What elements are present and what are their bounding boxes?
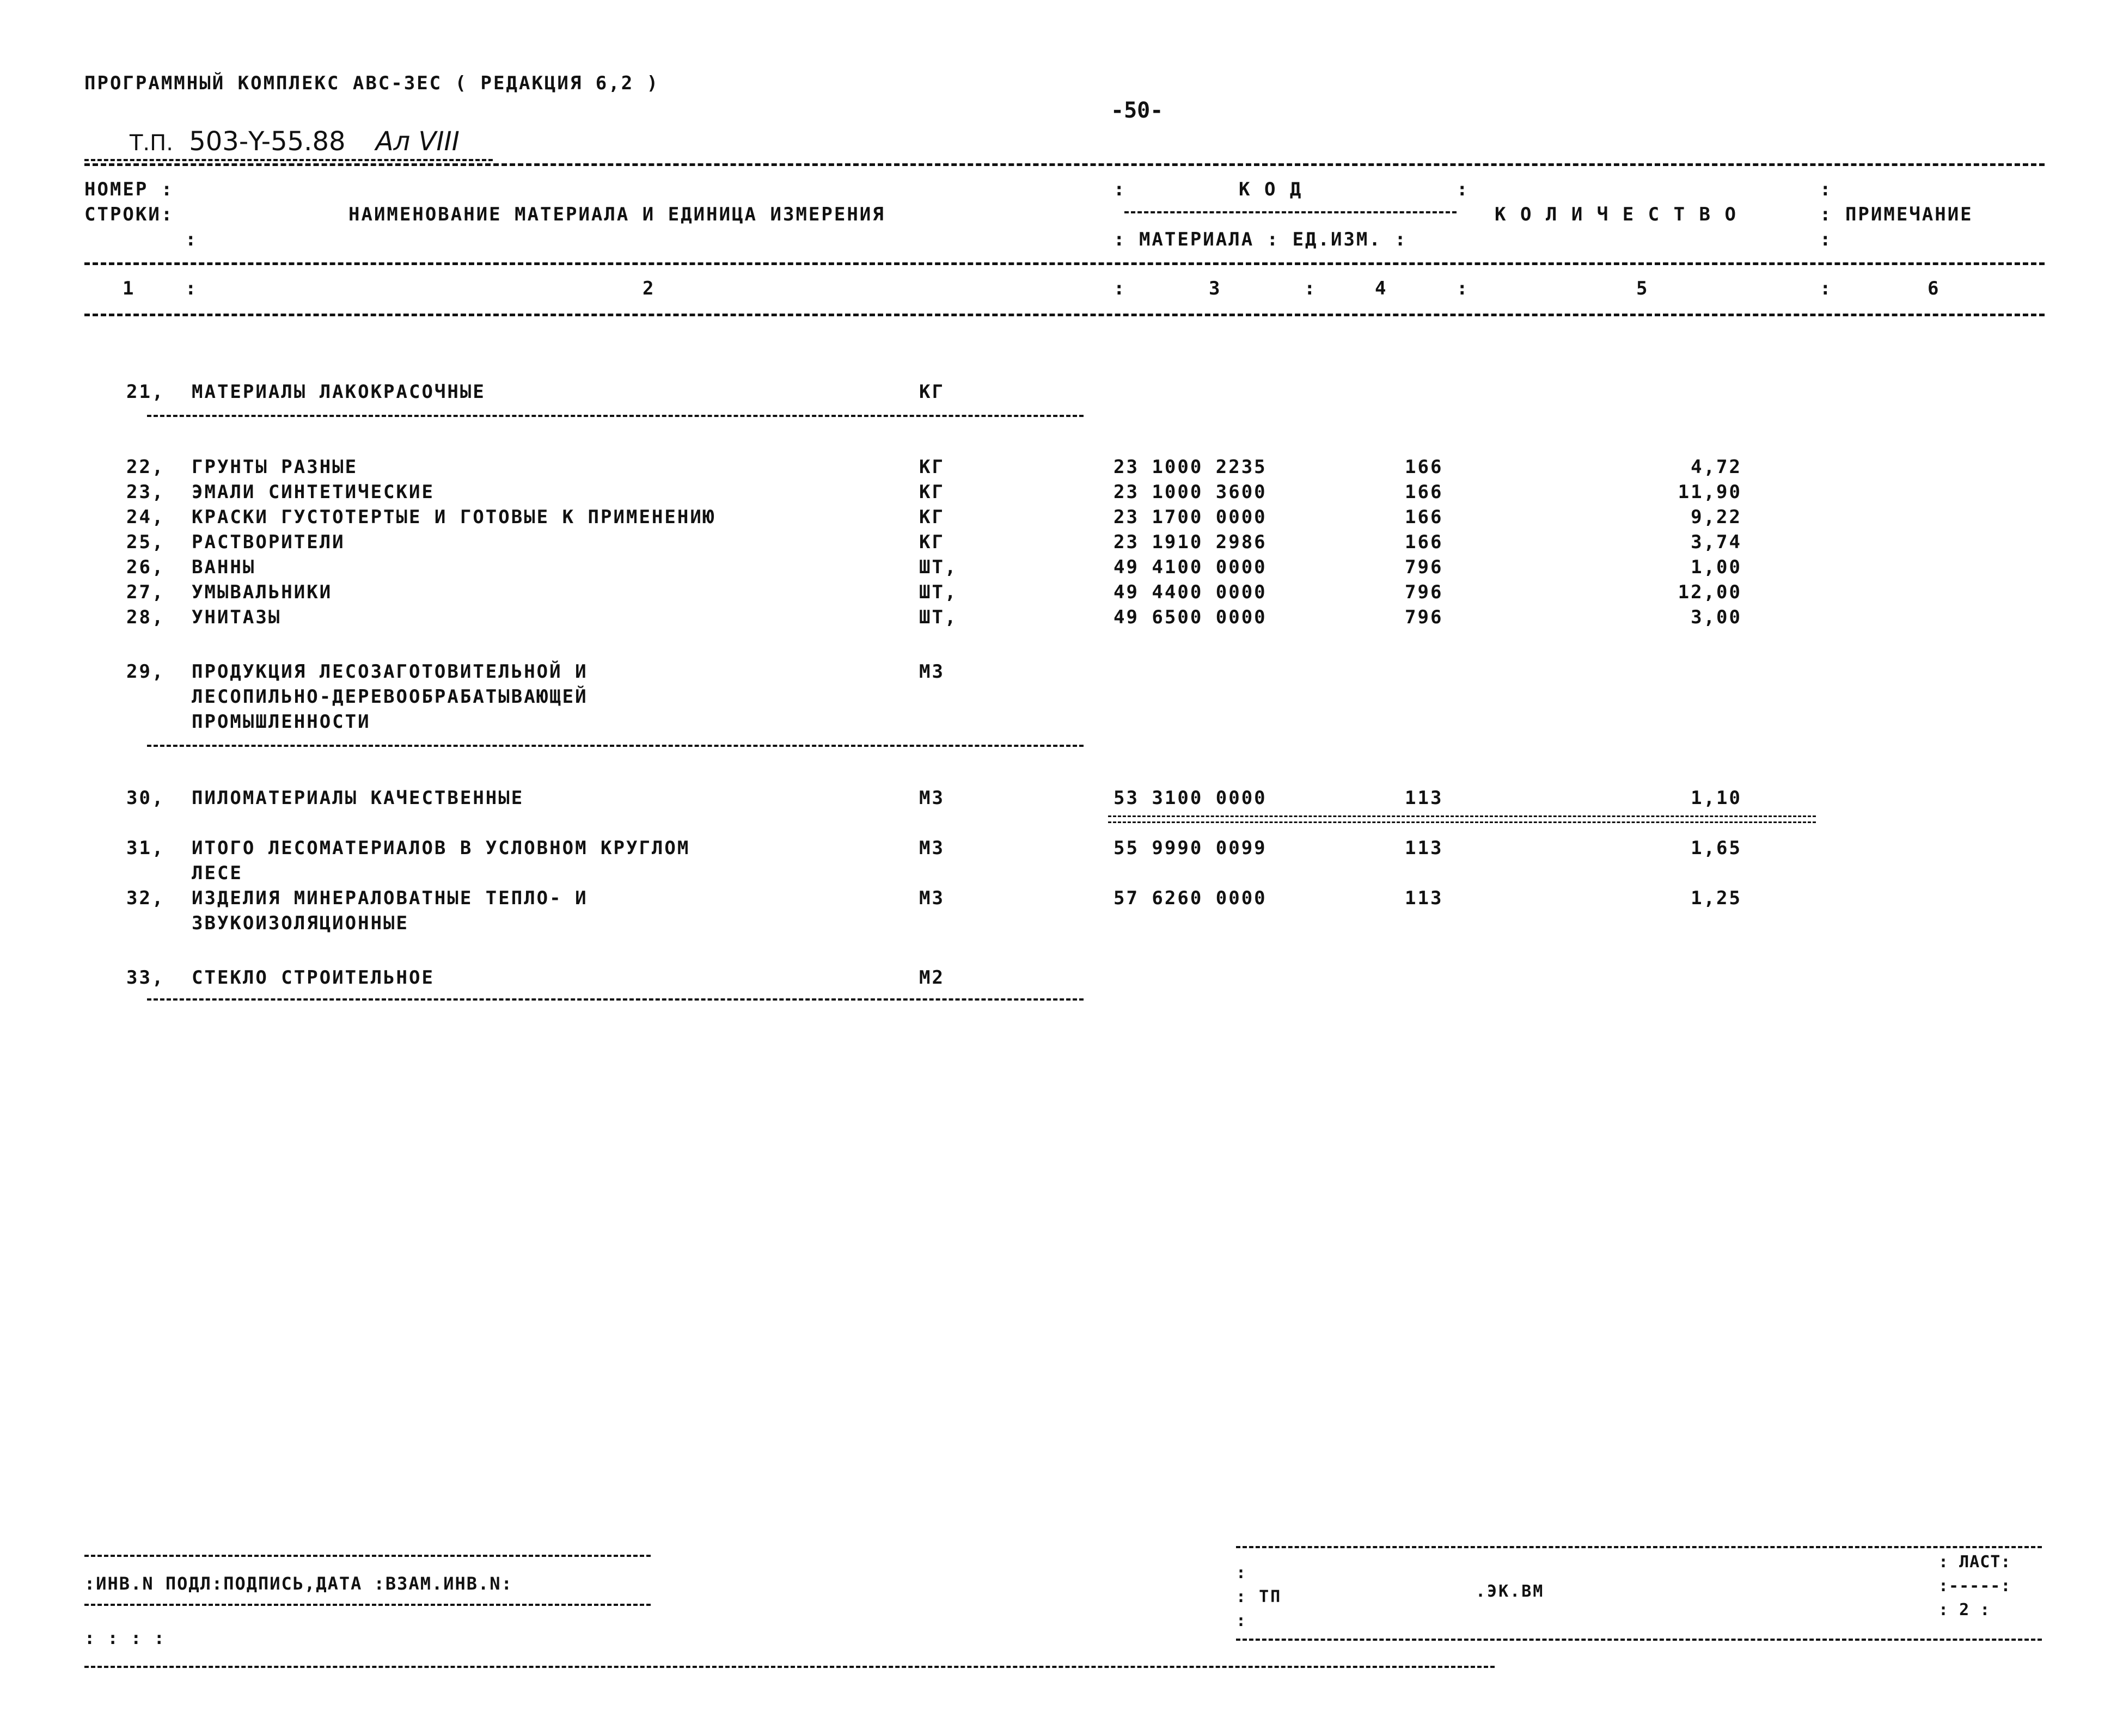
table-row [0, 787, 2123, 812]
row-material-code: 23 1910 2986 [1113, 531, 1267, 553]
row-name-line2: ЛЕСОПИЛЬНО-ДЕРЕВООБРАБАТЫВАЮЩЕЙ [192, 686, 588, 708]
table-row [0, 381, 2123, 406]
header-bottom-rule [84, 314, 2045, 316]
header-top-rule [84, 163, 2045, 166]
row-name: РАСТВОРИТЕЛИ [192, 531, 345, 553]
row-name-line2: ЛЕСЕ [192, 862, 243, 884]
row-material-code: 23 1000 2235 [1113, 456, 1267, 478]
row-quantity: 1,00 [1691, 556, 1742, 578]
row-unit-code: 796 [1405, 606, 1443, 628]
code-group-sep-right: : [1457, 179, 1470, 200]
row-number: 31, [126, 837, 165, 859]
col-number-sep-1: : [185, 278, 198, 299]
row-quantity: 3,74 [1691, 531, 1742, 553]
stamp-header: :ИНВ.N ПОДЛ:ПОДПИСЬ,ДАТА :ВЗАМ.ИНВ.N: [84, 1573, 513, 1594]
titleblock-colon-top: : [1236, 1563, 1248, 1582]
col-number-5: 5 [1636, 278, 1649, 299]
stamp-blank-row: : : : : [84, 1628, 166, 1648]
row-unit: М3 [919, 787, 945, 809]
col-number-3: 3 [1209, 278, 1222, 299]
row-name: ВАННЫ [192, 556, 256, 578]
row-unit: ШТ, [919, 606, 958, 628]
row-number: 22, [126, 456, 165, 478]
code-sub-label: : МАТЕРИАЛА : ЕД.ИЗМ. : [1113, 229, 1408, 250]
row-quantity: 1,10 [1691, 787, 1742, 809]
row-unit-code: 113 [1405, 887, 1443, 909]
sheet-separator: :-----: [1938, 1576, 2011, 1596]
row-name: ПРОДУКЦИЯ ЛЕСОЗАГОТОВИТЕЛЬНОЙ И [192, 661, 588, 683]
row-unit: КГ [919, 531, 945, 553]
sheet-label: : ЛАСТ: [1938, 1553, 2011, 1572]
row-unit: КГ [919, 481, 945, 503]
row-quantity: 12,00 [1678, 581, 1742, 603]
col-number-sep-5: : [1820, 278, 1833, 299]
qty-label: К О Л И Ч Е С Т В О [1495, 204, 1737, 225]
row-number: 33, [126, 967, 165, 989]
row-material-code: 53 3100 0000 [1113, 787, 1267, 809]
table-row [0, 456, 2123, 481]
row-name: УМЫВАЛЬНИКИ [192, 581, 333, 603]
row-name: ИЗДЕЛИЯ МИНЕРАЛОВАТНЫЕ ТЕПЛО- И [192, 887, 588, 909]
col-number-6: 6 [1928, 278, 1941, 299]
row-unit: КГ [919, 381, 945, 403]
row-name-line2: ЗВУКОИЗОЛЯЦИОННЫЕ [192, 912, 409, 934]
row-unit: ШТ, [919, 581, 958, 603]
row-unit-code: 166 [1405, 506, 1443, 528]
row-name: ИТОГО ЛЕСОМАТЕРИАЛОВ В УСЛОВНОМ КРУГЛОМ [192, 837, 690, 859]
col1-label-line2: СТРОКИ: [84, 204, 174, 225]
table-row [0, 837, 2123, 862]
row-quantity: 9,22 [1691, 506, 1742, 528]
sheet-number: : 2 : [1938, 1600, 1991, 1620]
row-quantity: 3,00 [1691, 606, 1742, 628]
table-row [0, 661, 2123, 686]
row-number: 23, [126, 481, 165, 503]
row-name: СТЕКЛО СТРОИТЕЛЬНОЕ [192, 967, 435, 989]
col1-label-sep: : [185, 229, 198, 250]
table-row [0, 531, 2123, 556]
row-unit-code: 796 [1405, 581, 1443, 603]
row-unit-code: 166 [1405, 456, 1443, 478]
project-designation [130, 126, 460, 157]
table-row [0, 887, 2123, 912]
row-name: УНИТАЗЫ [192, 606, 282, 628]
row-number: 25, [126, 531, 165, 553]
row-number: 26, [126, 556, 165, 578]
row-quantity: 1,25 [1691, 887, 1742, 909]
row-unit: ШТ, [919, 556, 958, 578]
col-number-sep-4: : [1457, 278, 1470, 299]
row-number: 21, [126, 381, 165, 403]
row-unit-code: 166 [1405, 481, 1443, 503]
titleblock-top-rule [1236, 1546, 2042, 1548]
row-name: ЭМАЛИ СИНТЕТИЧЕСКИЕ [192, 481, 435, 503]
row-unit: М3 [919, 887, 945, 909]
table-row [0, 967, 2123, 992]
col-number-4: 4 [1375, 278, 1388, 299]
col-number-sep-2: : [1113, 278, 1127, 299]
row-unit-code: 166 [1405, 531, 1443, 553]
group-rule [147, 415, 1084, 417]
group-rule [147, 998, 1084, 1001]
table-row [0, 556, 2123, 581]
table-row [0, 481, 2123, 506]
row-number: 30, [126, 787, 165, 809]
table-row [0, 581, 2123, 606]
row-name-line3: ПРОМЫШЛЕННОСТИ [192, 711, 371, 733]
row-material-code: 49 6500 0000 [1113, 606, 1267, 628]
col-number-sep-3: : [1304, 278, 1317, 299]
tp-label: : ТП [1236, 1587, 1282, 1606]
row-material-code: 23 1700 0000 [1113, 506, 1267, 528]
project-underline [84, 159, 493, 161]
note-label: : ПРИМЕЧАНИЕ [1820, 204, 1973, 225]
row-unit-code: 113 [1405, 787, 1443, 809]
col-number-1: 1 [123, 278, 136, 299]
row-unit: КГ [919, 456, 945, 478]
row-unit-code: 796 [1405, 556, 1443, 578]
row-number: 28, [126, 606, 165, 628]
page-marker: -50- [1111, 98, 1164, 123]
code-group-label: К О Д [1239, 179, 1303, 200]
album-label: Ал VIII [375, 126, 460, 157]
col2-label: НАИМЕНОВАНИЕ МАТЕРИАЛА И ЕДИНИЦА ИЗМЕРЕНИЯ [348, 204, 885, 225]
stamp-mid-rule [84, 1604, 651, 1606]
total-rule [1108, 815, 1816, 823]
row-unit: М3 [919, 661, 945, 683]
program-title: ПРОГРАММНЫЙ КОМПЛЕКС АВС-3ЕС ( РЕДАКЦИЯ 6,2 ) [84, 72, 660, 94]
row-number: 24, [126, 506, 165, 528]
row-material-code: 49 4400 0000 [1113, 581, 1267, 603]
code-group-sep-left: : [1113, 179, 1127, 200]
table-row [0, 606, 2123, 631]
doc-mark: .ЭК.ВМ [1476, 1582, 1545, 1601]
row-material-code: 23 1000 3600 [1113, 481, 1267, 503]
note-sep-bottom: : [1820, 229, 1833, 250]
row-material-code: 55 9990 0099 [1113, 837, 1267, 859]
table-row [0, 506, 2123, 531]
row-quantity: 4,72 [1691, 456, 1742, 478]
row-name: МАТЕРИАЛЫ ЛАКОКРАСОЧНЫЕ [192, 381, 486, 403]
project-prefix: Т.П. [130, 131, 173, 156]
group-rule [147, 745, 1084, 747]
row-quantity: 11,90 [1678, 481, 1742, 503]
row-name: ПИЛОМАТЕРИАЛЫ КАЧЕСТВЕННЫЕ [192, 787, 524, 809]
col1-label-line1: НОМЕР : [84, 179, 174, 200]
project-code: 503-Y-55.88 [189, 126, 346, 157]
col-number-2: 2 [643, 278, 656, 299]
row-unit-code: 113 [1405, 837, 1443, 859]
row-unit: М3 [919, 837, 945, 859]
stamp-bottom-rule [84, 1666, 1495, 1668]
stamp-top-rule [84, 1555, 651, 1557]
row-material-code: 57 6260 0000 [1113, 887, 1267, 909]
row-unit: М2 [919, 967, 945, 989]
row-number: 29, [126, 661, 165, 683]
code-group-rule [1124, 211, 1457, 213]
row-number: 27, [126, 581, 165, 603]
row-number: 32, [126, 887, 165, 909]
titleblock-colon-bottom: : [1236, 1611, 1248, 1630]
note-sep-top: : [1820, 179, 1833, 200]
row-unit: КГ [919, 506, 945, 528]
row-name: КРАСКИ ГУСТОТЕРТЫЕ И ГОТОВЫЕ К ПРИМЕНЕНИЮ [192, 506, 716, 528]
header-mid-rule [84, 262, 2045, 265]
row-quantity: 1,65 [1691, 837, 1742, 859]
titleblock-bottom-rule [1236, 1639, 2042, 1641]
row-name: ГРУНТЫ РАЗНЫЕ [192, 456, 358, 478]
row-material-code: 49 4100 0000 [1113, 556, 1267, 578]
